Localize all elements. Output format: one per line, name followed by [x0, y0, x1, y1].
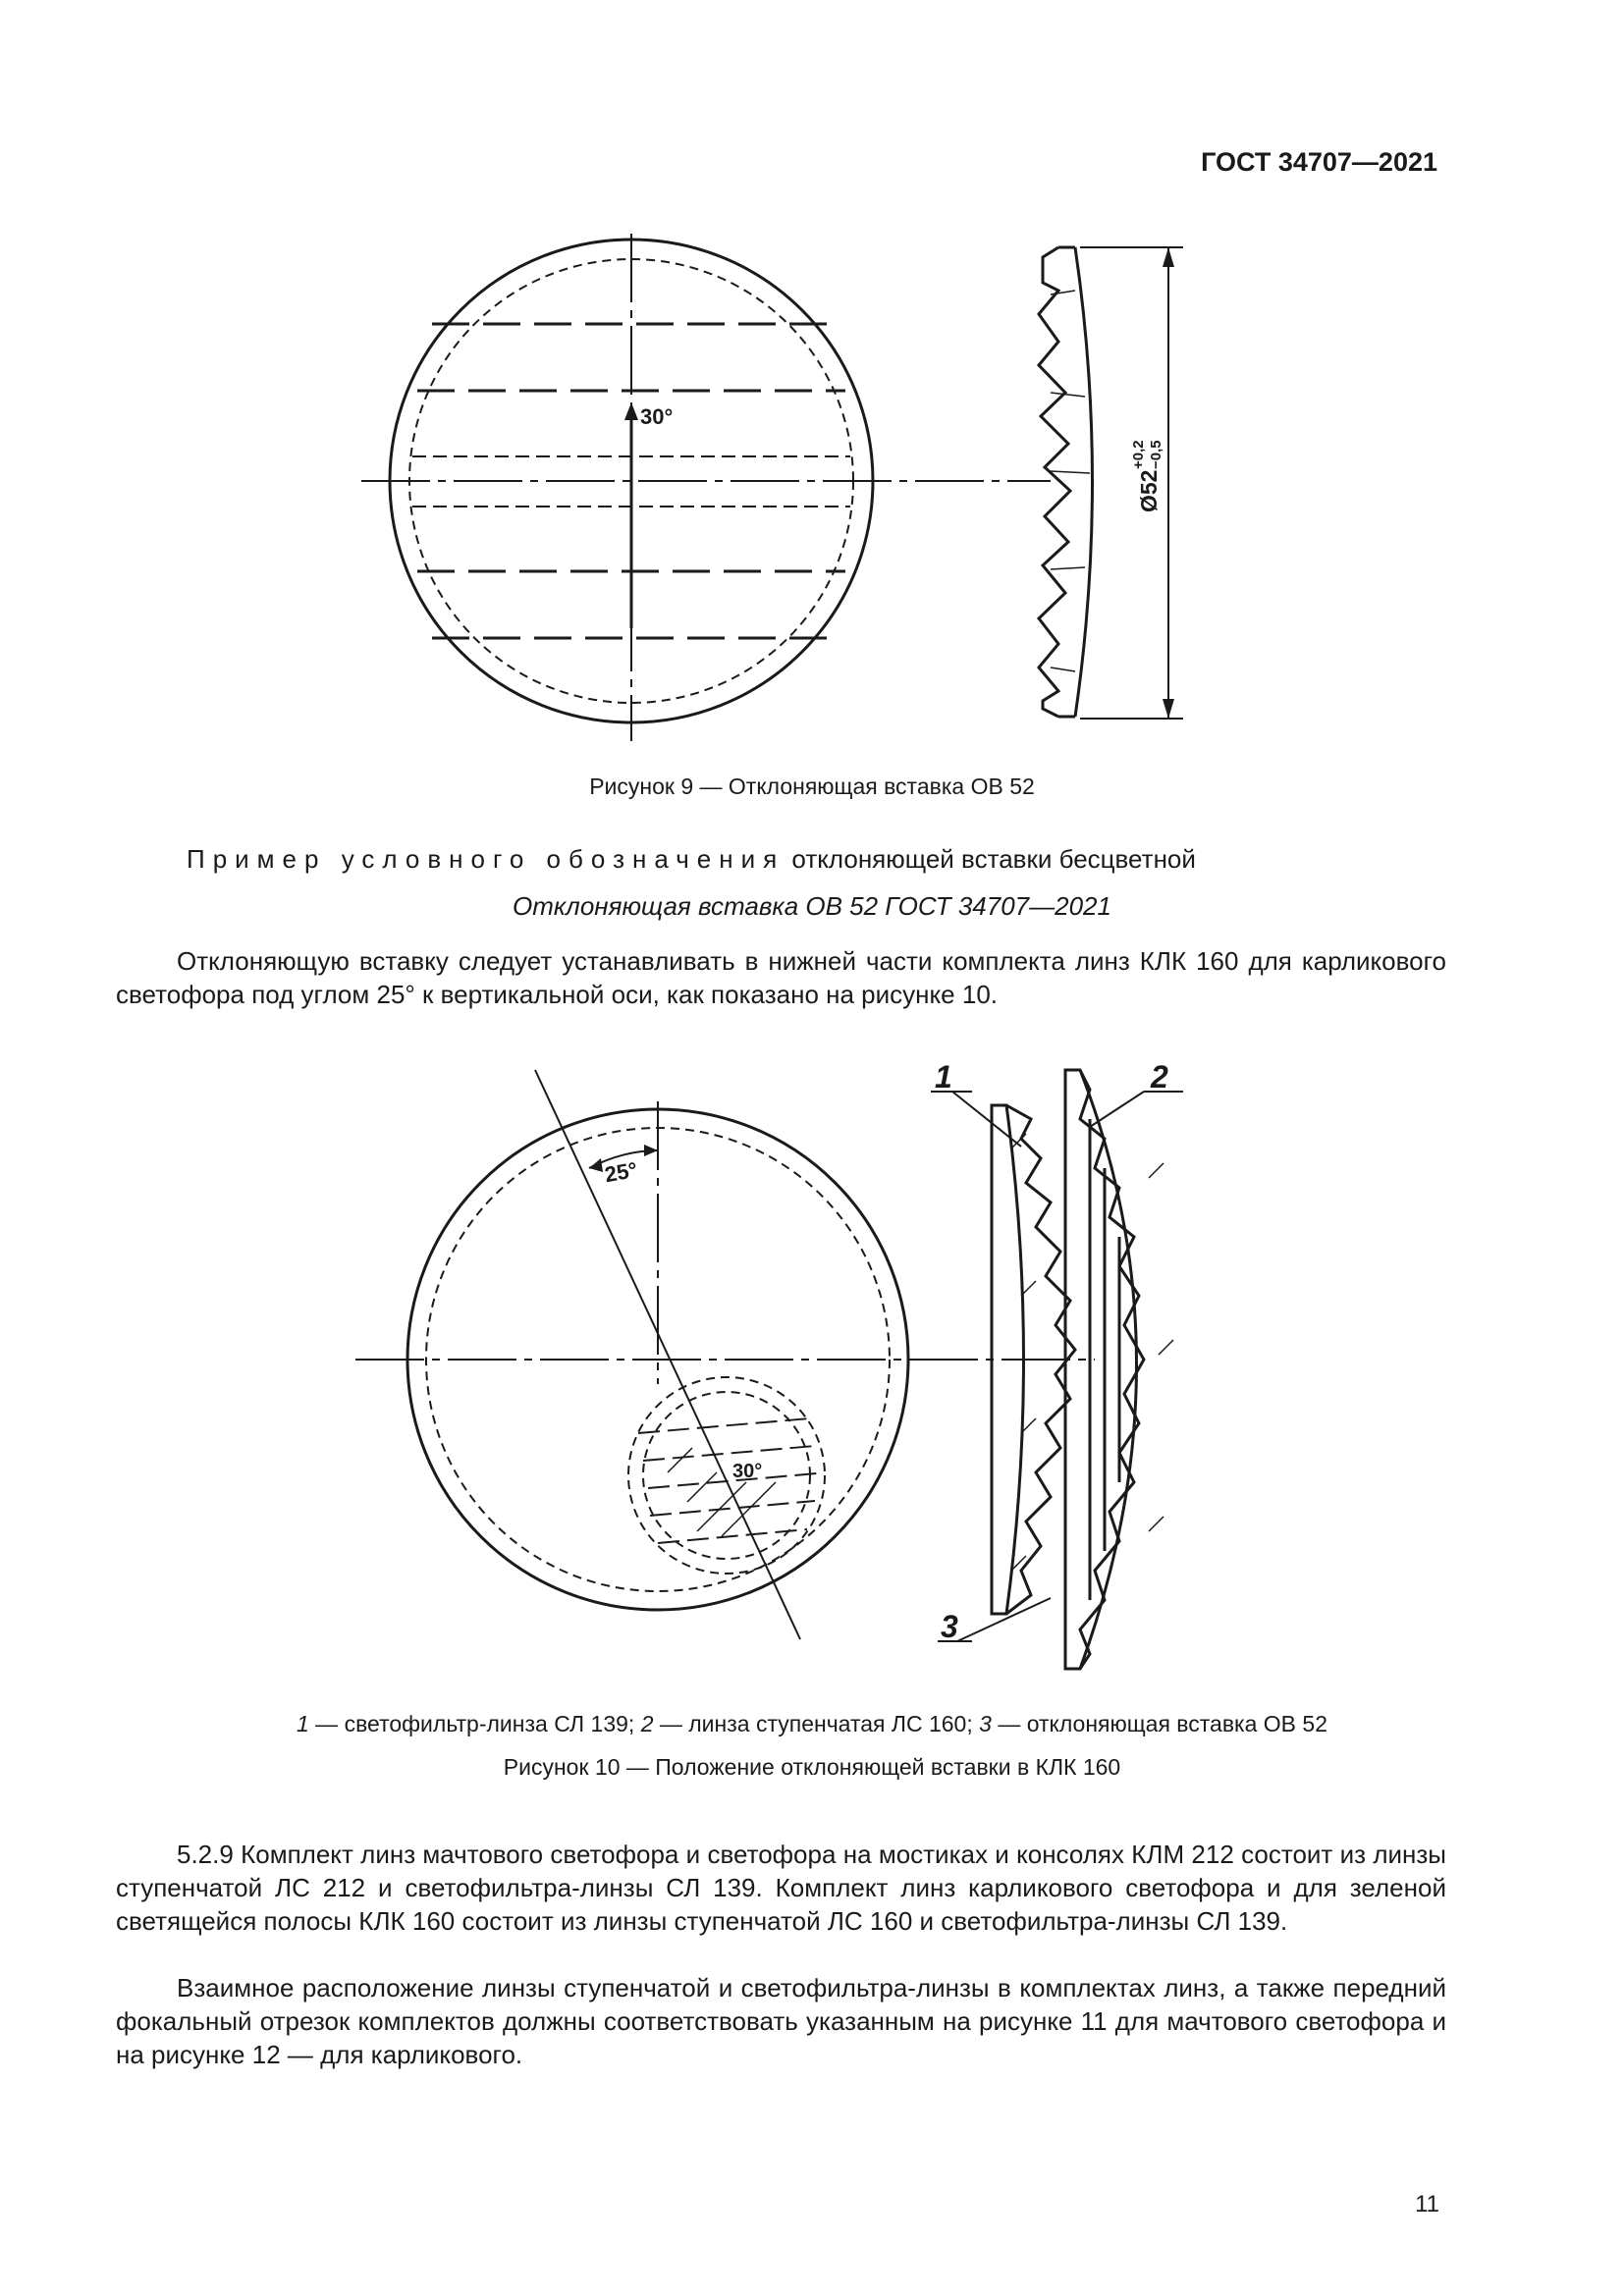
fig10-center-lines [355, 1101, 1095, 1384]
svg-text:−0,5: −0,5 [1148, 440, 1164, 469]
paragraph-install: Отклоняющую вставку следует устанавливать в нижней части комплекта линз КЛК 160 для карликового светофора под углом 25° к вертикальной оси, как показано на рисунке 10. [116, 946, 1446, 1009]
example-spaced-label: Пример условного обозначения [187, 844, 785, 874]
figure-10-drawing [0, 1041, 1624, 1728]
document-header: ГОСТ 34707—2021 [1201, 147, 1437, 177]
example-text: отклоняющей вставки бесцветной [785, 844, 1196, 874]
fig10-angle-30: 30° [732, 1461, 763, 1482]
example-line [187, 844, 1196, 875]
fig10-callout-2: 2 [1151, 1059, 1168, 1095]
fig10-angle-25: 25° [602, 1156, 640, 1188]
fig9-dimension-label [1130, 440, 1164, 512]
svg-text:+0,2: +0,2 [1130, 440, 1147, 469]
fig9-direction-arrow [624, 402, 638, 420]
figure-9-drawing [0, 0, 1624, 766]
fig9-angle-label: 30° [640, 404, 674, 429]
fig10-callout-1: 1 [935, 1059, 952, 1095]
paragraph-5-2-9: 5.2.9 Комплект линз мачтового светофора и светофора на мостиках и консолях КЛМ 212 состоит из линзы ступенчатой ЛС 212 и светофильтра-линзы СЛ 139. Комплект линз карликового светофора и для зеленой светящейся полосы КЛК 160 состоит из линзы ступенчатой ЛС 160 и светофильтра-линзы СЛ 139. [116, 1840, 1446, 1936]
fig10-callout-3: 3 [941, 1609, 958, 1644]
figure-9-caption: Рисунок 9 — Отклоняющая вставка ОВ 52 [589, 774, 1035, 799]
example-designation: Отклоняющая вставка ОВ 52 ГОСТ 34707—2021 [513, 891, 1111, 921]
page-number: 11 [1415, 2191, 1439, 2217]
svg-text:Ø52: Ø52 [1136, 469, 1162, 512]
paragraph-mutual-arrangement: Взаимное расположение линзы ступенчатой и светофильтра-линзы в комплектах линз, а также передний фокальный отрезок комплектов должны соответствовать указанным на рисунке 11 для мачтового светофора и на рисунке 12 — для карликового. [116, 1973, 1446, 2069]
fig10-tilted-axis [535, 1070, 800, 1639]
fig10-side-profile [992, 1070, 1144, 1669]
figure-10-caption: Рисунок 10 — Положение отклоняющей вставки в КЛК 160 [503, 1754, 1121, 1780]
figure-10-legend: 1 — светофильтр-линза СЛ 139; 2 — линза ступенчатая ЛС 160; 3 — отклоняющая вставка ОВ 52 [297, 1711, 1327, 1736]
fig9-center-lines [361, 234, 1051, 741]
fig10-insert-prism-lines [638, 1418, 817, 1543]
